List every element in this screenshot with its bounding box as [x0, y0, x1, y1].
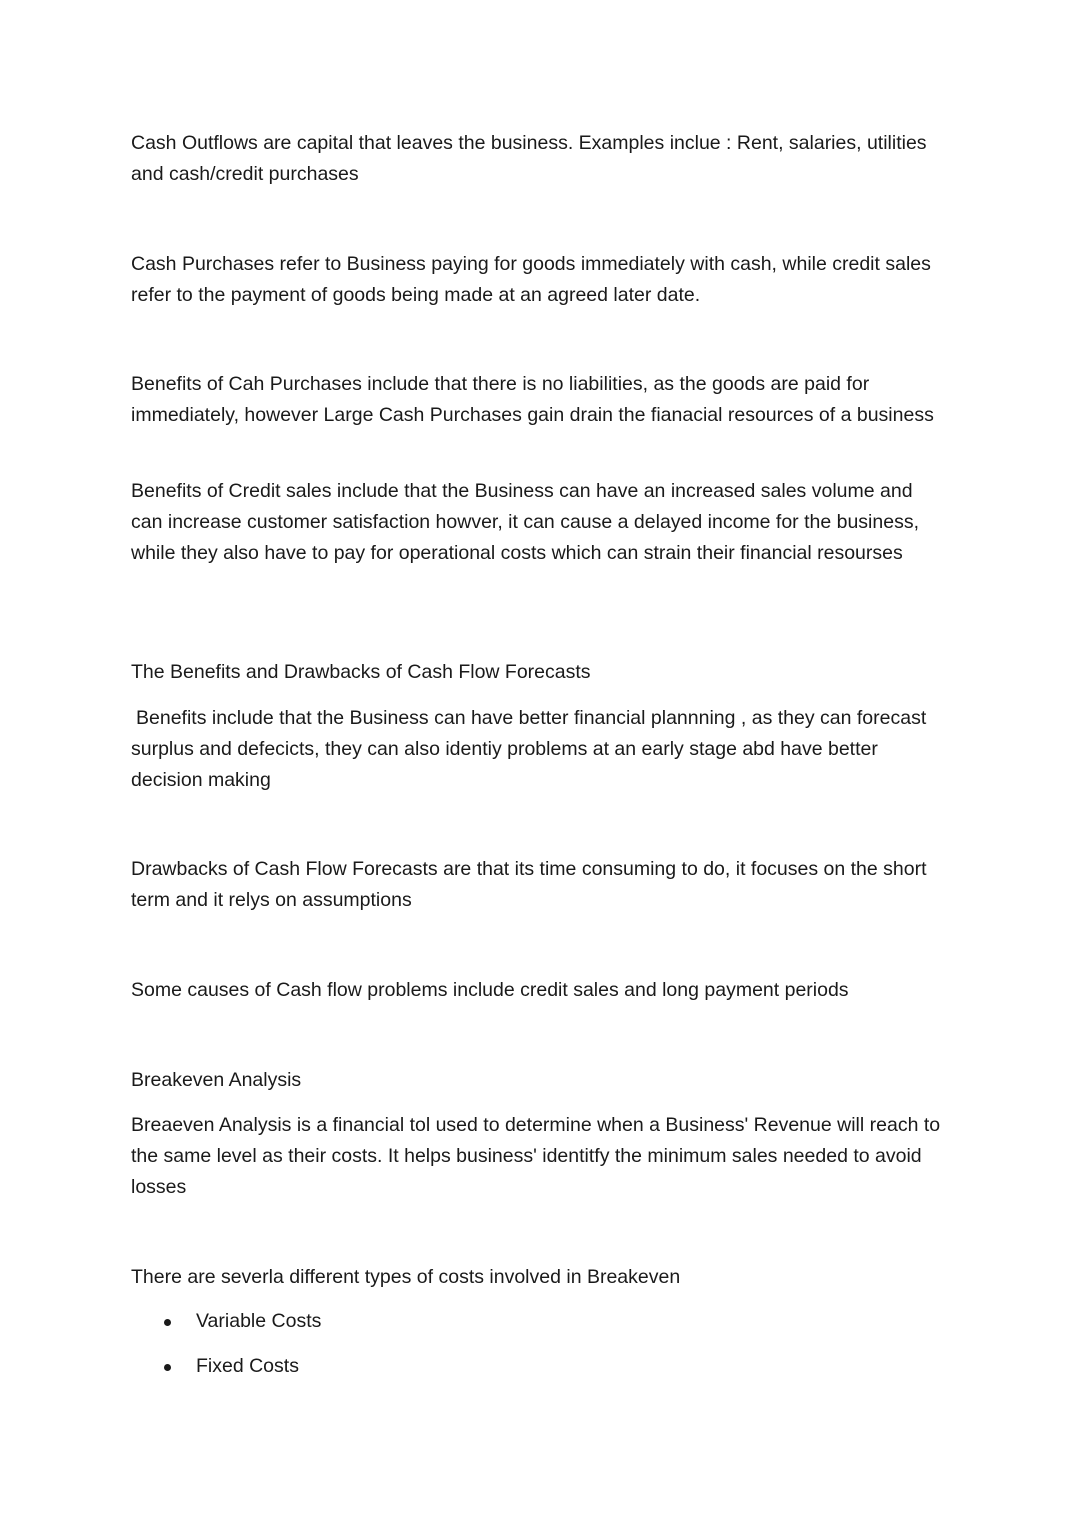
paragraph-forecast-benefits: Benefits include that the Business can have better financial plannning , as they can forecast surplus and defecicts, they can also identiy problems at an early stage abd have better decision making [131, 707, 927, 791]
heading-breakeven-analysis: Breakeven Analysis [131, 1069, 302, 1091]
bullet-icon [164, 1364, 171, 1371]
paragraph-benefits-credit-sales: Benefits of Credit sales include that the Business can have an increased sales volume and can increase customer satisfaction howver, it can cause a delayed income for the business, while they also have to pay for operational costs which can strain their financial resourses [131, 480, 919, 564]
paragraph-cost-types: There are severla different types of costs involved in Breakeven [131, 1266, 681, 1288]
paragraph-forecast-drawbacks: Drawbacks of Cash Flow Forecasts are that its time consuming to do, it focuses on the short term and it relys on assumptions [131, 858, 927, 911]
cost-types-list [131, 1306, 831, 1396]
paragraph-cash-purchases: Cash Purchases refer to Business paying for goods immediately with cash, while credit sales refer to the payment of goods being made at an agreed later date. [131, 253, 931, 306]
paragraph-breakeven-definition: Breaeven Analysis is a financial tol used to determine when a Business' Revenue will reach to the same level as their costs. It helps business' identitfy the minimum sales needed to avoid losses [131, 1114, 941, 1198]
paragraph-cash-flow-problems: Some causes of Cash flow problems include credit sales and long payment periods [131, 979, 849, 1001]
list-item [131, 1351, 831, 1396]
bullet-icon [164, 1319, 171, 1326]
heading-cash-flow-forecasts: The Benefits and Drawbacks of Cash Flow Forecasts [131, 661, 591, 683]
list-item-label: Fixed Costs [196, 1355, 299, 1377]
list-item [131, 1306, 831, 1351]
paragraph-cash-outflows: Cash Outflows are capital that leaves the business. Examples inclue : Rent, salaries, utilities and cash/credit purchases [131, 132, 927, 185]
list-item-label: Variable Costs [196, 1310, 322, 1332]
paragraph-benefits-cash-purchases: Benefits of Cah Purchases include that there is no liabilities, as the goods are paid for immediately, however Large Cash Purchases gain drain the fianacial resources of a business [131, 373, 934, 426]
